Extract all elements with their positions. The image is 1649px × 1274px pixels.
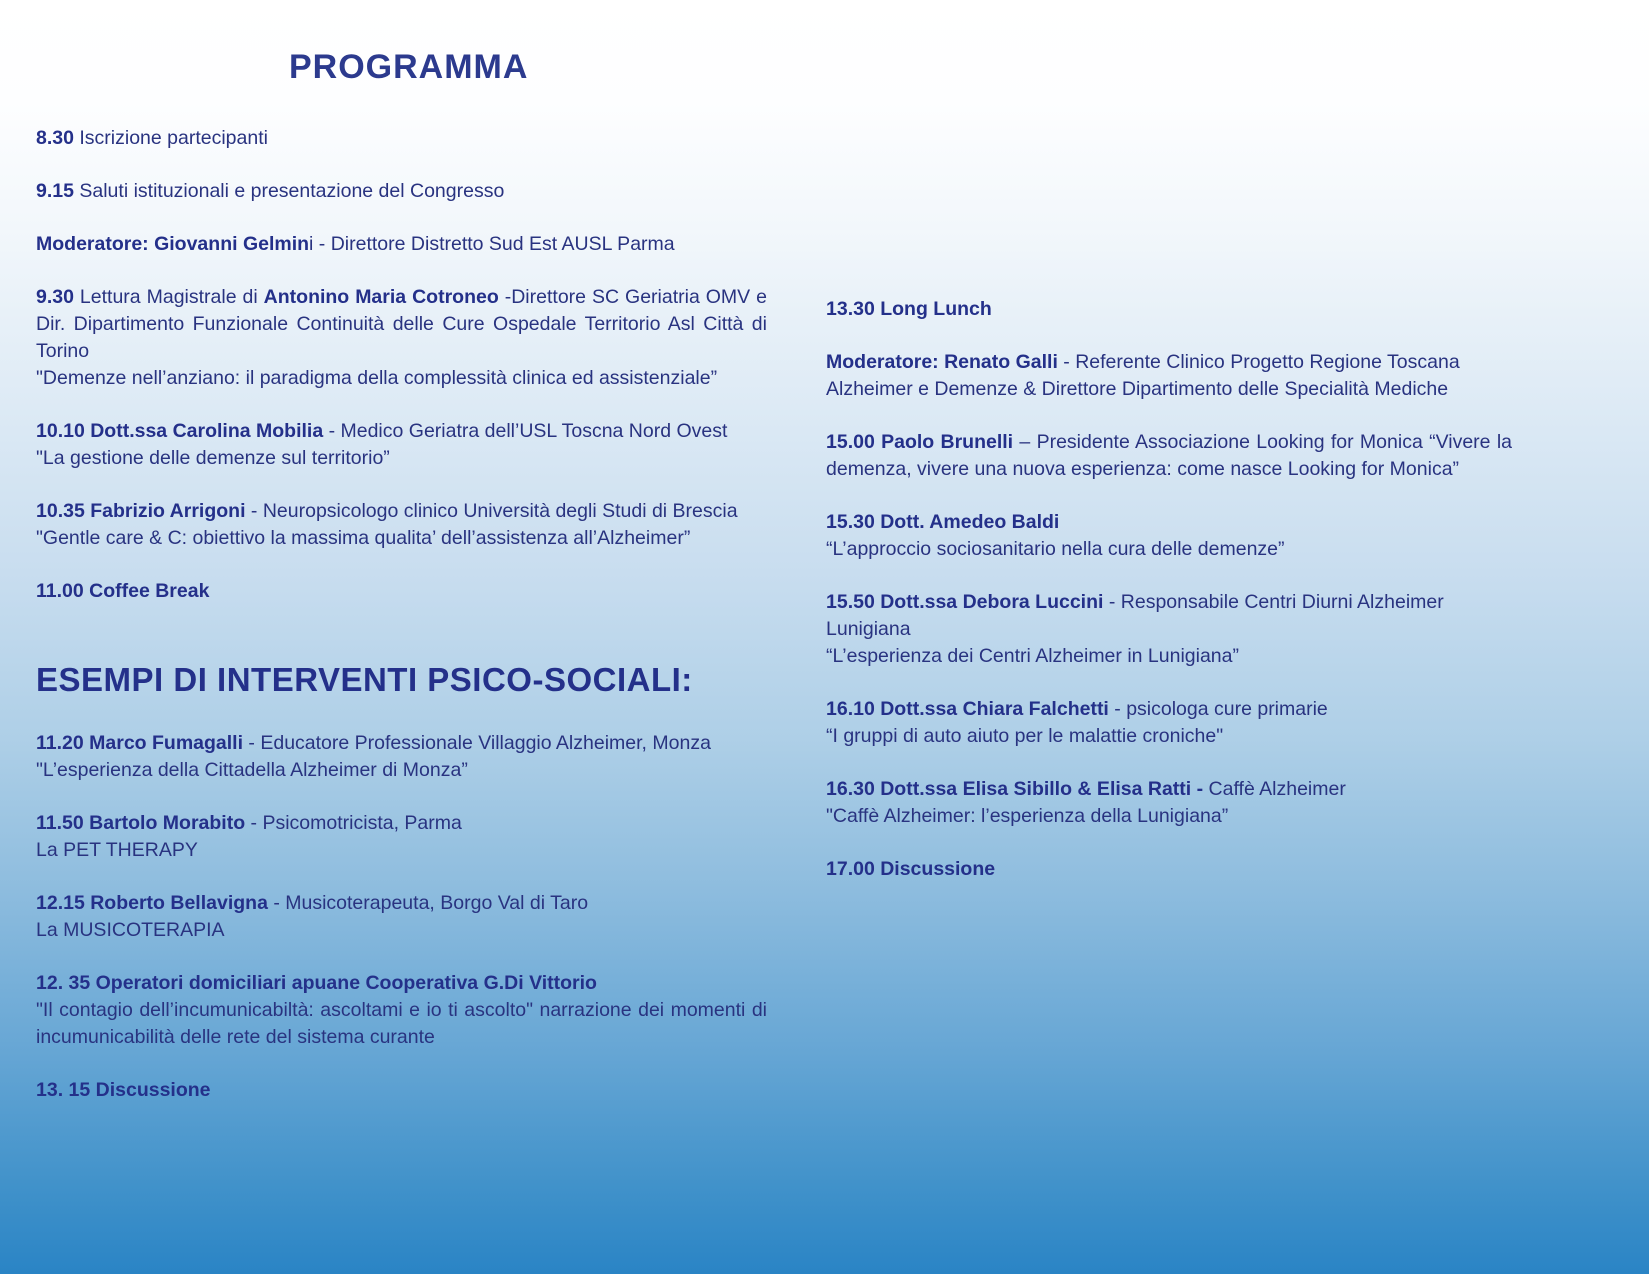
bold-text-run: 12. 35 Operatori domiciliari apuane Cooperativa G.Di Vittorio [36, 972, 597, 994]
bold-text-run: ESEMPI DI INTERVENTI PSICO-SOCIALI: [36, 661, 693, 698]
regular-text-run: "La gestione delle demenze sul territorio” [36, 447, 390, 469]
item-15-00 [826, 429, 1512, 483]
regular-text-run: “L’esperienza dei Centri Alzheimer in Lunigiana” [826, 645, 1239, 667]
bold-text-run: Moderatore: Giovanni Gelmin [36, 233, 310, 255]
item-13-30-long-lunch [826, 296, 1512, 323]
item-9-30 [36, 284, 767, 392]
item-16-30 [826, 776, 1512, 830]
item-12-15 [36, 890, 767, 944]
regular-text-run: - psicologa cure primarie [1108, 698, 1328, 720]
regular-text-run: "Caffè Alzheimer: l’esperienza della Lunigiana” [826, 805, 1229, 827]
bold-text-run: 15.50 Dott.ssa Debora Luccini [826, 591, 1104, 613]
item-16-10 [826, 696, 1512, 750]
regular-text-run: - Psicomotricista, Parma [245, 812, 462, 834]
regular-text-run: -Direttore SC Geriatria OMV e Dir. Dipartimento Funzionale Continuità delle Cure Ospedale Territorio Asl Città di Torino [36, 286, 767, 362]
regular-text-run: Lettura Magistrale di [79, 286, 264, 308]
regular-text-run: "L’esperienza della Cittadella Alzheimer di Monza” [36, 759, 468, 781]
item-15-30 [826, 509, 1512, 563]
item-15-50 [826, 589, 1512, 670]
bold-text-run: 9.15 [36, 180, 80, 202]
item-11-20 [36, 730, 767, 784]
item-8-30 [36, 125, 767, 152]
item-11-00-coffee-break [36, 578, 767, 605]
regular-text-run: - Educatore Professionale Villaggio Alzheimer, Monza [243, 732, 711, 754]
right-column [826, 296, 1512, 883]
bold-text-run: 15.00 Paolo Brunelli [826, 431, 1014, 453]
item-13-15-discussione [36, 1077, 767, 1104]
regular-text-run: – Presidente Associazione Looking for Monica “Vivere la demenza, vivere una nuova esperienza: come nasce Looking for Monica” [826, 431, 1512, 480]
moderator-morning [36, 231, 767, 258]
bold-text-run: 9.30 [36, 286, 80, 308]
bold-text-run: 13. 15 Discussione [36, 1079, 211, 1101]
bold-text-run: 12.15 Roberto Bellavigna [36, 892, 268, 914]
regular-text-run: - Responsabile Centri Diurni Alzheimer Lunigiana [826, 591, 1444, 640]
regular-text-run: Caffè Alzheimer [1203, 778, 1346, 800]
regular-text-run: La PET THERAPY [36, 839, 198, 861]
regular-text-run: - Neuropsicologo clinico Università degli Studi di Brescia [245, 500, 738, 522]
bold-text-run: 11.50 Bartolo Morabito [36, 812, 246, 834]
bold-text-run: Antonino Maria Cotroneo [263, 286, 505, 308]
item-11-50 [36, 810, 767, 864]
regular-text-run: "Il contagio dell’incumunicabiltà: ascoltami e io ti ascolto" narrazione dei momenti di incumunicabilità delle rete del sistema curante [36, 999, 767, 1048]
right-schedule-list [826, 296, 1512, 883]
bold-text-run: 10.10 Dott.ssa Carolina Mobilia [36, 420, 324, 442]
bold-text-run: 11.20 Marco Fumagalli [36, 732, 244, 754]
item-17-00-discussione [826, 856, 1512, 883]
moderator-afternoon [826, 349, 1512, 403]
regular-text-run: "Demenze nell’anziano: il paradigma della complessità clinica ed assistenziale” [36, 367, 718, 389]
regular-text-run: Saluti istituzionali e presentazione del Congresso [79, 180, 505, 202]
bold-text-run: 10.35 Fabrizio Arrigoni [36, 500, 246, 522]
left-schedule-list [36, 125, 767, 1104]
regular-text-run: "Gentle care & C: obiettivo la massima qualita’ dell’assistenza all’Alzheimer” [36, 527, 691, 549]
regular-text-run: La MUSICOTERAPIA [36, 919, 225, 941]
item-9-15 [36, 178, 767, 205]
left-column [36, 48, 767, 1104]
item-10-35 [36, 498, 767, 552]
bold-text-run: 11.00 Coffee Break [36, 580, 210, 602]
regular-text-run: “L’approccio sociosanitario nella cura delle demenze” [826, 538, 1285, 560]
bold-text-run: 15.30 Dott. Amedeo Baldi [826, 511, 1060, 533]
regular-text-run: Iscrizione partecipanti [79, 127, 268, 149]
item-10-10 [36, 418, 767, 472]
section-heading-esempi [36, 660, 767, 700]
regular-text-run: - Medico Geriatra dell’USL Toscna Nord Ovest [323, 420, 728, 442]
regular-text-run: - Musicoterapeuta, Borgo Val di Taro [267, 892, 589, 914]
bold-text-run: 17.00 Discussione [826, 858, 996, 880]
bold-text-run: 16.30 Dott.ssa Elisa Sibillo & Elisa Ratti - [826, 778, 1204, 800]
page-title: PROGRAMMA [289, 48, 529, 86]
bold-text-run: 16.10 Dott.ssa Chiara Falchetti [826, 698, 1109, 720]
bold-text-run: Moderatore: Renato Galli [826, 351, 1058, 373]
bold-text-run: 13.30 Long Lunch [826, 298, 992, 320]
regular-text-run: “I gruppi di auto aiuto per le malattie croniche" [826, 725, 1224, 747]
bold-text-run: 8.30 [36, 127, 80, 149]
item-12-35 [36, 970, 767, 1051]
regular-text-run: - Referente Clinico Progetto Regione Toscana Alzheimer e Demenze & Direttore Dipartimento delle Specialità Mediche [826, 351, 1460, 400]
regular-text-run: i - Direttore Distretto Sud Est AUSL Parma [309, 233, 675, 255]
